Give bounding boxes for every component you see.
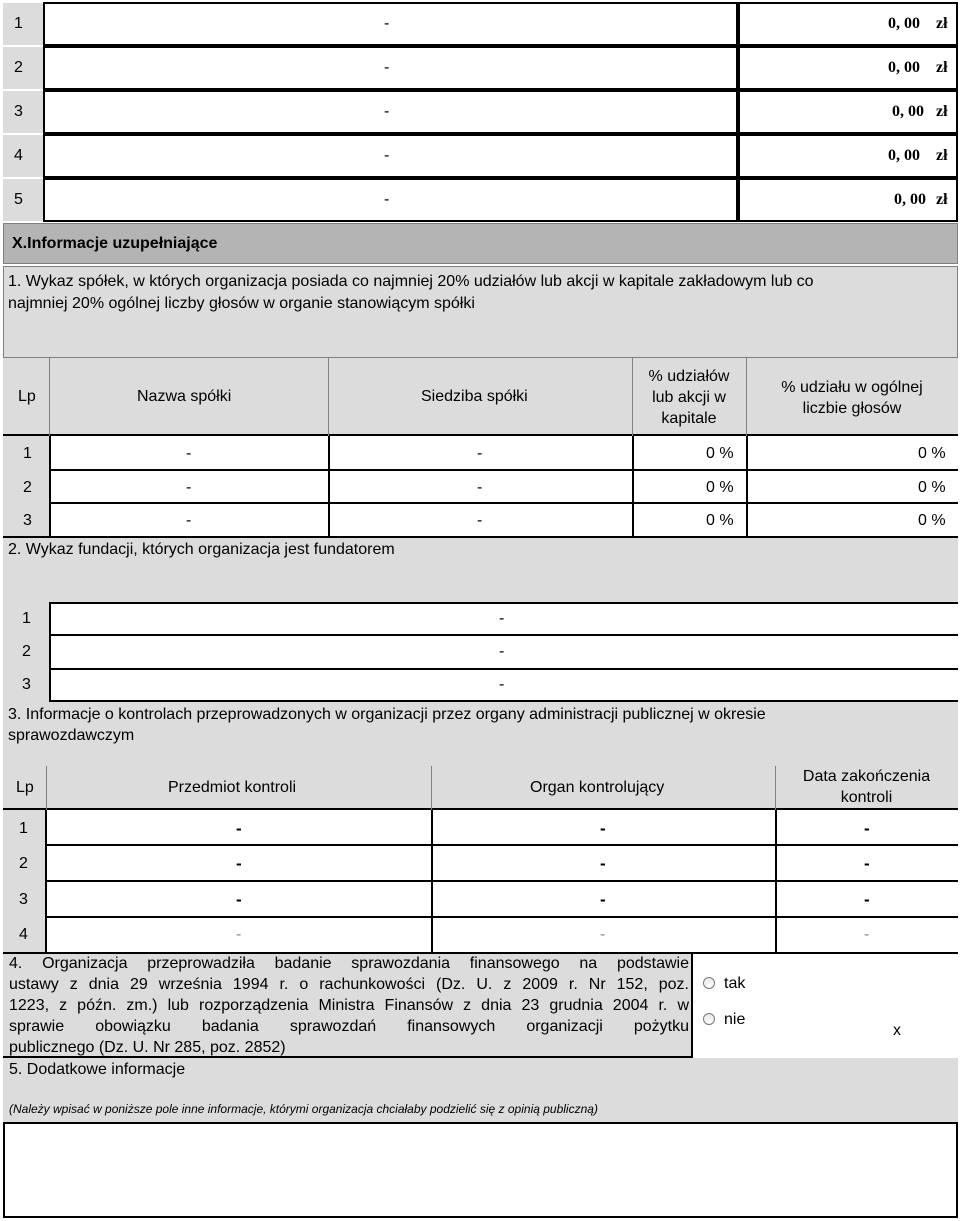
table-row: [3, 179, 43, 221]
table-row: [3, 47, 43, 89]
row-lp: 2: [14, 59, 23, 76]
row-company-name: -: [186, 478, 192, 496]
row-lp: 3: [22, 676, 31, 693]
header-control-date-line1: Data zakończenia: [802, 768, 931, 785]
row-currency: zł: [936, 191, 948, 208]
section-3-title-line1: 3. Informacje o kontrolach przeprowadzonych w organizacji przez organy administracji publicznej w okresie: [8, 706, 766, 723]
row-share: 0 %: [706, 511, 734, 529]
header-votes-line2: liczbie głosów: [802, 400, 902, 417]
table-row: [3, 91, 43, 133]
section-1-title-line1: 1. Wykaz spółek, w których organizacja posiada co najmniej 20% udziałów lub akcji w kapitale zakładowym lub co: [8, 273, 814, 290]
row-lp: 4: [19, 926, 28, 943]
row-control-date: -: [864, 926, 870, 943]
section-2-title: 2. Wykaz fundacji, których organizacja jest fundatorem: [8, 541, 395, 558]
section-1-title-line2: najmniej 20% ogólnej liczby głosów w organie stanowiącym spółki: [8, 295, 475, 312]
header-control-subject: Przedmiot kontroli: [168, 779, 297, 796]
row-foundation-name: -: [499, 643, 505, 660]
header-lp: Lp: [16, 779, 34, 796]
row-company-seat: -: [477, 511, 483, 529]
row-lp: 1: [23, 444, 32, 462]
row-name: -: [384, 147, 390, 164]
row-amount-cell[interactable]: [738, 134, 958, 178]
section-3-rows: [3, 810, 958, 952]
section-3-title-line2: sprawozdawczym: [8, 727, 135, 744]
header-company-seat: Siedziba spółki: [421, 388, 528, 405]
additional-info-content: [5, 1124, 956, 1132]
row-lp: 1: [22, 610, 31, 627]
row-lp: 3: [14, 103, 23, 120]
row-share: 0 %: [706, 444, 734, 462]
row-name-cell[interactable]: [43, 2, 738, 46]
row-control-subject: -: [236, 926, 242, 943]
row-lp: 3: [19, 891, 28, 908]
row-control-date: -: [864, 854, 870, 873]
row-lp: 2: [22, 643, 31, 660]
row-amount: 0, 00: [894, 191, 926, 208]
header-company-name: Nazwa spółki: [137, 388, 232, 405]
row-company-seat: -: [477, 478, 483, 496]
header-control-date-line2: kontroli: [840, 789, 893, 806]
row-currency: zł: [936, 59, 948, 76]
row-lp: 3: [23, 511, 32, 529]
radio-no-label: nie: [724, 1011, 746, 1028]
table-row: [3, 3, 43, 45]
section-x-title: X.Informacje uzupełniające: [12, 234, 218, 252]
row-foundation-name: -: [499, 676, 505, 693]
row-lp: 5: [14, 191, 23, 208]
row-control-organ: -: [600, 854, 606, 873]
row-name: -: [384, 59, 390, 76]
section-4-text-line4: sprawie obowiązku badania sprawozdań finansowych organizacji pożytku: [9, 1018, 689, 1035]
answer-mark: x: [893, 1022, 901, 1039]
row-lp: 2: [23, 478, 32, 496]
radio-no[interactable]: [703, 1013, 715, 1025]
row-lp: 2: [19, 855, 28, 872]
row-currency: zł: [936, 15, 948, 32]
row-name-cell[interactable]: [43, 178, 738, 222]
section-5-hint: (Należy wpisać w poniższe pole inne informacje, którymi organizacja chciałaby podzielić się z opinią publiczną): [9, 1102, 598, 1116]
header-share-line1: % udziałów: [648, 368, 730, 385]
row-company-name: -: [186, 511, 192, 529]
row-control-date: -: [864, 890, 870, 909]
row-amount: 0, 00: [888, 59, 920, 76]
row-control-subject: -: [236, 890, 242, 909]
row-votes: 0 %: [918, 478, 946, 496]
section-4-text-line3: 1223, z późn. zm.) lub rozporządzenia Ministra Finansów z dnia 23 grudnia 2004 r. w: [9, 997, 689, 1014]
row-lp: 1: [19, 820, 28, 837]
row-currency: zł: [936, 147, 948, 164]
row-control-subject: -: [236, 819, 242, 838]
header-votes-line1: % udziału w ogólnej: [781, 379, 923, 396]
row-votes: 0 %: [918, 511, 946, 529]
row-name-cell[interactable]: [43, 46, 738, 90]
row-company-seat: -: [477, 444, 483, 462]
row-share: 0 %: [706, 478, 734, 496]
row-amount-cell[interactable]: [738, 2, 958, 46]
header-share-line2: lub akcji w: [652, 389, 726, 406]
radio-yes-label: tak: [724, 975, 746, 992]
section-5-title: 5. Dodatkowe informacje: [9, 1061, 186, 1078]
row-control-organ: -: [600, 890, 606, 909]
additional-info-field[interactable]: [3, 1122, 958, 1218]
radio-yes[interactable]: [703, 977, 715, 989]
row-name-cell[interactable]: [43, 134, 738, 178]
header-share-line3: kapitale: [661, 410, 717, 427]
row-name: -: [384, 15, 390, 32]
row-amount: 0, 00: [892, 103, 924, 120]
row-name: -: [384, 103, 390, 120]
amounts-table: [0, 0, 960, 222]
row-amount: 0, 00: [888, 147, 920, 164]
row-amount-cell[interactable]: [738, 46, 958, 90]
row-votes: 0 %: [918, 444, 946, 462]
row-amount: 0, 00: [888, 15, 920, 32]
section-4-text-line1: 4. Organizacja przeprowadziła badanie sprawozdania finansowego na podstawie: [9, 955, 689, 972]
row-control-organ: -: [600, 819, 606, 838]
section-4-answer: [693, 952, 958, 1058]
row-control-subject: -: [236, 854, 242, 873]
row-control-date: -: [864, 819, 870, 838]
row-currency: zł: [936, 103, 948, 120]
row-name: -: [384, 191, 390, 208]
row-foundation-name: -: [499, 610, 505, 627]
table-row: [3, 135, 43, 177]
row-company-name: -: [186, 444, 192, 462]
section-4-text-line2: ustawy z dnia 29 września 1994 r. o rachunkowości (Dz. U. z 2009 r. Nr 152, poz.: [9, 976, 689, 993]
section-2-rows: [3, 602, 958, 702]
row-lp: 4: [14, 147, 23, 164]
row-lp: 1: [14, 15, 23, 32]
row-amount-cell[interactable]: [738, 90, 958, 134]
header-lp: Lp: [18, 388, 36, 405]
row-name-cell[interactable]: [43, 90, 738, 134]
section-4-text-line5: publicznego (Dz. U. Nr 285, poz. 2852): [9, 1039, 286, 1056]
header-control-organ: Organ kontrolujący: [530, 779, 665, 796]
row-control-organ: -: [600, 926, 606, 943]
